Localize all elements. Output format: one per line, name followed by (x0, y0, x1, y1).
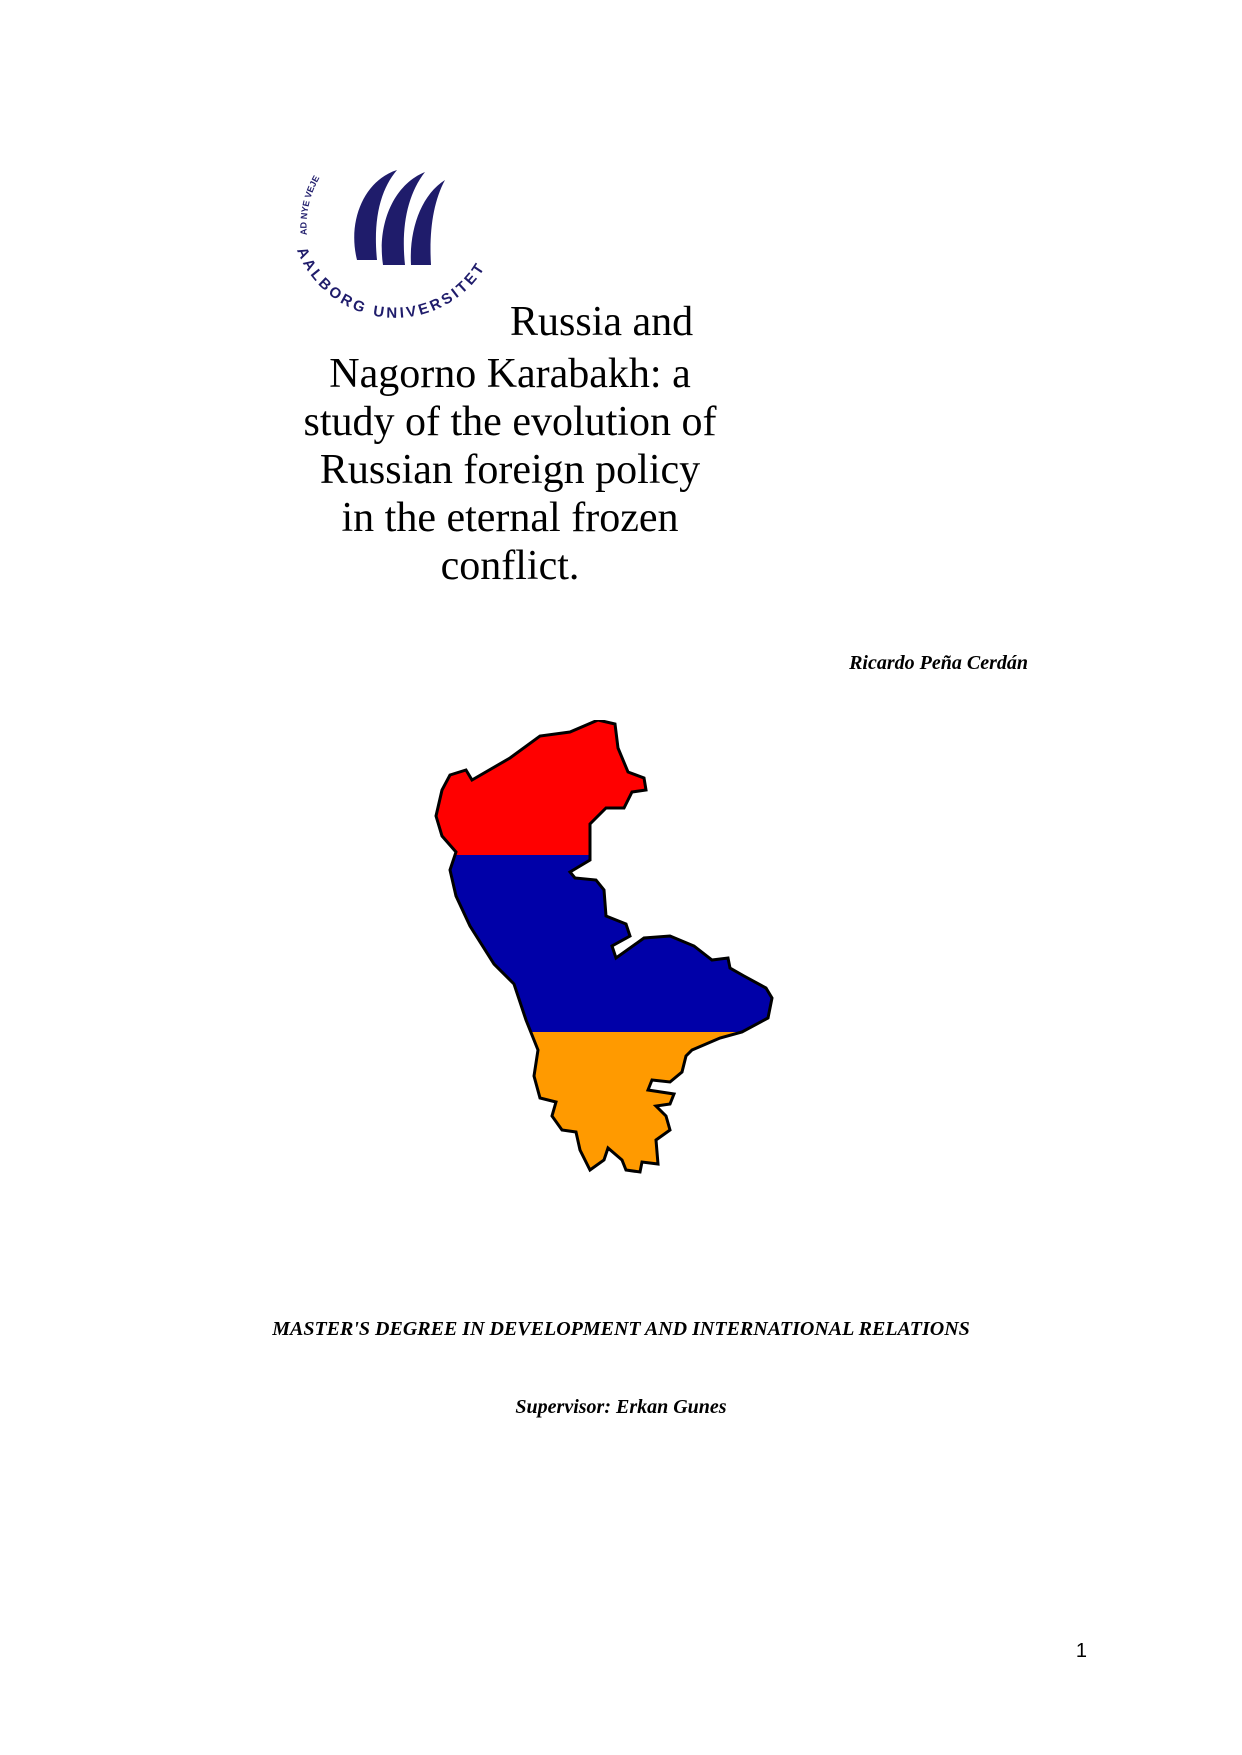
university-logo (285, 140, 525, 350)
degree-title: MASTER'S DEGREE IN DEVELOPMENT AND INTERNATIONAL RELATIONS (272, 1318, 970, 1340)
logo-arc-top-text: AD NYE VEJE (298, 173, 322, 236)
author-name: Ricardo Peña Cerdán (849, 652, 1028, 674)
supervisor-name: Supervisor: Erkan Gunes (515, 1396, 727, 1418)
title-line-5: in the eternal frozen (341, 495, 679, 541)
title-line-6: conflict. (440, 543, 580, 589)
title-block (260, 350, 760, 590)
nagorno-karabakh-map-icon (430, 720, 810, 1195)
logo-arc-bottom-text: AALBORG UNIVERSITET (293, 244, 490, 322)
title-line-3: study of the evolution of (303, 399, 717, 445)
map-red-band (430, 720, 810, 855)
map-blue-band (430, 855, 810, 1032)
title-line-4: Russian foreign policy (319, 447, 701, 493)
title-line-2: Nagorno Karabakh: a (329, 351, 691, 397)
logo-swoosh-icon (354, 170, 445, 265)
title-line-1: Russia and (510, 299, 694, 345)
map-orange-band (430, 1032, 810, 1195)
page-number: 1 (1075, 1640, 1087, 1662)
